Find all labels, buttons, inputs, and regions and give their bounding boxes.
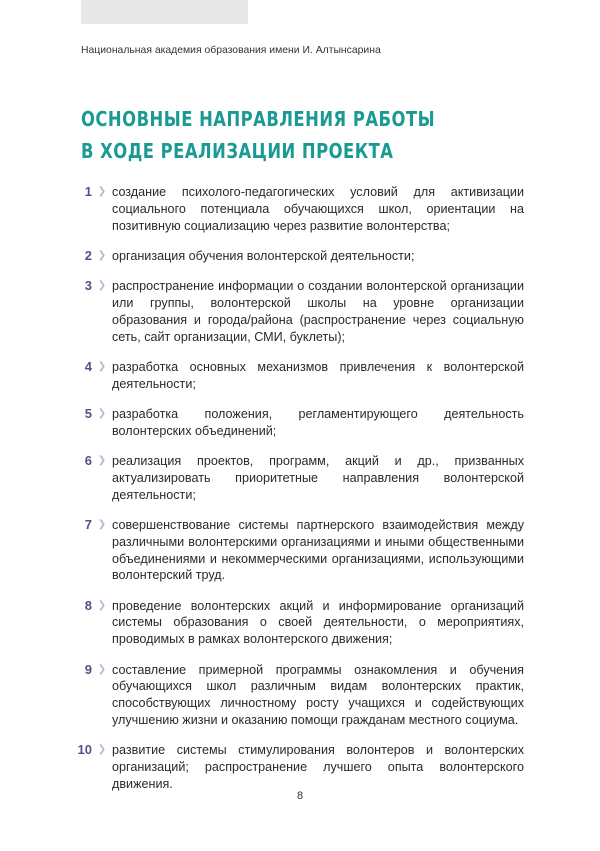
item-number: 6: [84, 453, 92, 469]
item-number: 7: [84, 516, 92, 532]
list-item: [72, 278, 524, 345]
item-number: 9: [84, 661, 92, 677]
list-item: [72, 453, 524, 503]
title-line-1: ОСНОВНЫЕ НАПРАВЛЕНИЯ РАБОТЫ: [81, 107, 436, 131]
item-text: распространение информации о создании волонтерской организации или группы, волонтерской школы на уровне организации образования и города/района (распространение через социальную сеть, сайт организации, СМИ, буклеты);: [112, 279, 524, 344]
list-item: [72, 184, 524, 234]
page-number: 8: [296, 790, 304, 802]
chevron-right-icon: ❯: [97, 518, 107, 530]
item-number: 2: [84, 247, 92, 263]
chevron-right-icon: ❯: [97, 663, 107, 675]
item-number: 1: [84, 184, 92, 199]
directions-list: [72, 184, 524, 806]
running-header: Национальная академия образования имени И. Алтынсарина: [81, 45, 381, 56]
item-text: составление примерной программы ознакомления и обучения обучающихся школ различным видам волонтерских практик, способствующих личностному росту учащихся и содействующих улучшению жизни и оказанию помощи гражданам местного социума.: [112, 662, 524, 727]
item-text: реализация проектов, программ, акций и др., призванных актуализировать приоритетные направления волонтерской деятельности;: [112, 454, 524, 502]
item-number: 3: [84, 278, 92, 294]
chevron-right-icon: ❯: [97, 186, 107, 197]
chevron-right-icon: ❯: [97, 744, 107, 756]
list-item: [72, 662, 524, 729]
chevron-right-icon: ❯: [97, 407, 107, 419]
item-number: 5: [84, 405, 92, 421]
item-text: организация обучения волонтерской деятельности;: [112, 248, 415, 263]
list-item: [72, 742, 524, 792]
chevron-right-icon: ❯: [97, 280, 107, 292]
list-item: [72, 248, 524, 265]
list-item: [72, 406, 524, 440]
item-text: создание психолого-педагогических условий для активизации социального потенциала обучающихся школ, ориентации на позитивную социализацию через развитие волонтерства;: [112, 185, 524, 233]
chevron-right-icon: ❯: [97, 599, 107, 611]
item-number: 8: [84, 597, 92, 613]
list-item: [72, 598, 524, 648]
list-item: [72, 517, 524, 584]
item-text: развитие системы стимулирования волонтеров и волонтерских организаций; распространение лучшего опыта волонтерского движения.: [112, 743, 524, 791]
chevron-right-icon: ❯: [97, 455, 107, 467]
item-number: 10: [77, 742, 92, 758]
chevron-right-icon: ❯: [97, 360, 107, 372]
item-text: проведение волонтерских акций и информирование организаций системы образования о своей деятельности, о мероприятиях, проводимых в рамках волонтерского движения;: [112, 598, 524, 647]
list-item: [72, 359, 524, 393]
item-number: 4: [84, 358, 92, 374]
item-text: разработка положения, регламентирующего деятельность волонтерских объединений;: [112, 406, 524, 438]
header-decor-block: [81, 0, 248, 24]
title-line-2: В ХОДЕ РЕАЛИЗАЦИИ ПРОЕКТА: [81, 139, 394, 163]
item-text: разработка основных механизмов привлечения к волонтерской деятельности;: [112, 359, 524, 391]
item-text: совершенствование системы партнерского взаимодействия между различными волонтерскими организациями и иными общественными объединениями и некоммерческими организациями, использующими волонтерский труд.: [112, 517, 524, 583]
chevron-right-icon: ❯: [97, 249, 107, 261]
page-title: [81, 103, 529, 167]
